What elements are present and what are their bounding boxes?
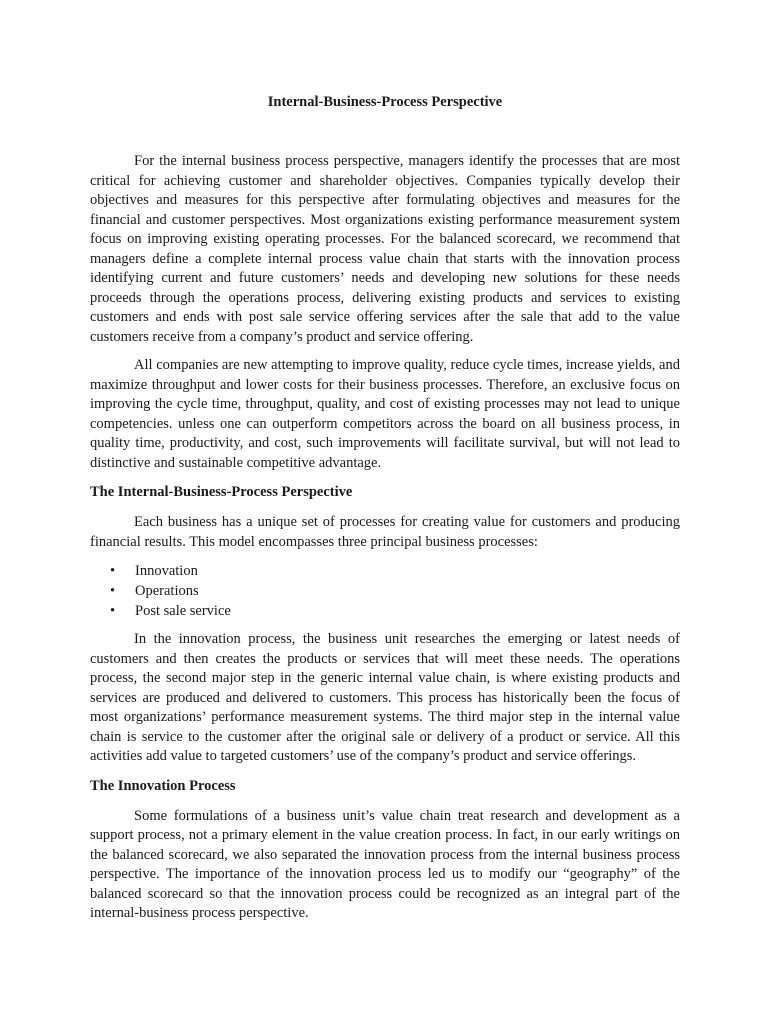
bullet-icon: •	[110, 603, 116, 619]
paragraph-innovation: Some formulations of a business unit’s value chain treat research and development as a support process, not a primary element in the value creation process. In fact, in our early writings on the balanced scorecard, we also separated the innovation process from the internal business process perspective. The importance of the innovation process led us to modify our “geography” of the balanced scorecard so that the innovation process could be recognized as an integral part of the internal-business process perspective.	[90, 807, 680, 921]
paragraph-improvement: All companies are new attempting to improve quality, reduce cycle times, increase yields, and maximize throughput and lower costs for their business processes. Therefore, an exclusive focus on improving the cycle time, throughput, quality, and cost of existing processes may not lead to unique competencies. unless one can outperform competitors across the board on all business process, in quality time, productivity, and cost, such improvements will facilitate survival, but will not lead to distinctive and sustainable competitive advantage.	[90, 357, 680, 471]
bullet-icon: •	[110, 563, 116, 579]
document-title: Internal-Business-Process Perspective	[267, 94, 503, 110]
list-item-label: Innovation	[135, 563, 198, 579]
section-heading-internal-business-process: The Internal-Business-Process Perspective	[90, 484, 353, 500]
bullet-icon: •	[110, 583, 116, 599]
process-list	[90, 561, 680, 621]
list-item-label: Operations	[135, 583, 199, 599]
section-heading-innovation-process: The Innovation Process	[90, 777, 236, 794]
paragraph-intro: For the internal business process perspective, managers identify the processes that are most critical for achieving customer and shareholder objectives. Companies typically develop their objectives and measures for this perspective after formulating objectives and measures for the financial and customer perspectives. Most organizations existing performance measurement system focus on improving existing operating processes. For the balanced scorecard, we recommend that managers define a complete internal process value chain that starts with the innovation process identifying current and future customers’ needs and developing new solutions for these needs proceeds through the operations process, delivering existing products and services to existing customers and ends with post sale service offering services after the sale that add to the value customers receive from a company’s product and service offering.	[90, 153, 680, 345]
list-item	[110, 581, 680, 601]
list-item-label: Post sale service	[135, 603, 231, 619]
list-item	[110, 561, 680, 581]
paragraph-processes: Each business has a unique set of processes for creating value for customers and producing financial results. This model encompasses three principal business processes:	[90, 514, 680, 550]
paragraph-value-chain: In the innovation process, the business unit researches the emerging or latest needs of customers and then creates the products or services that will meet these needs. The operations process, the second major step in the generic internal value chain, is where existing products and services are produced and delivered to customers. This process has historically been the focus of most organizations’ performance measurement systems. The third major step in the internal value chain is service to the customer after the original sale or delivery of a product or service. All this activities add value to targeted customers’ use of the company’s product and service offerings.	[90, 631, 680, 764]
list-item	[110, 601, 680, 621]
